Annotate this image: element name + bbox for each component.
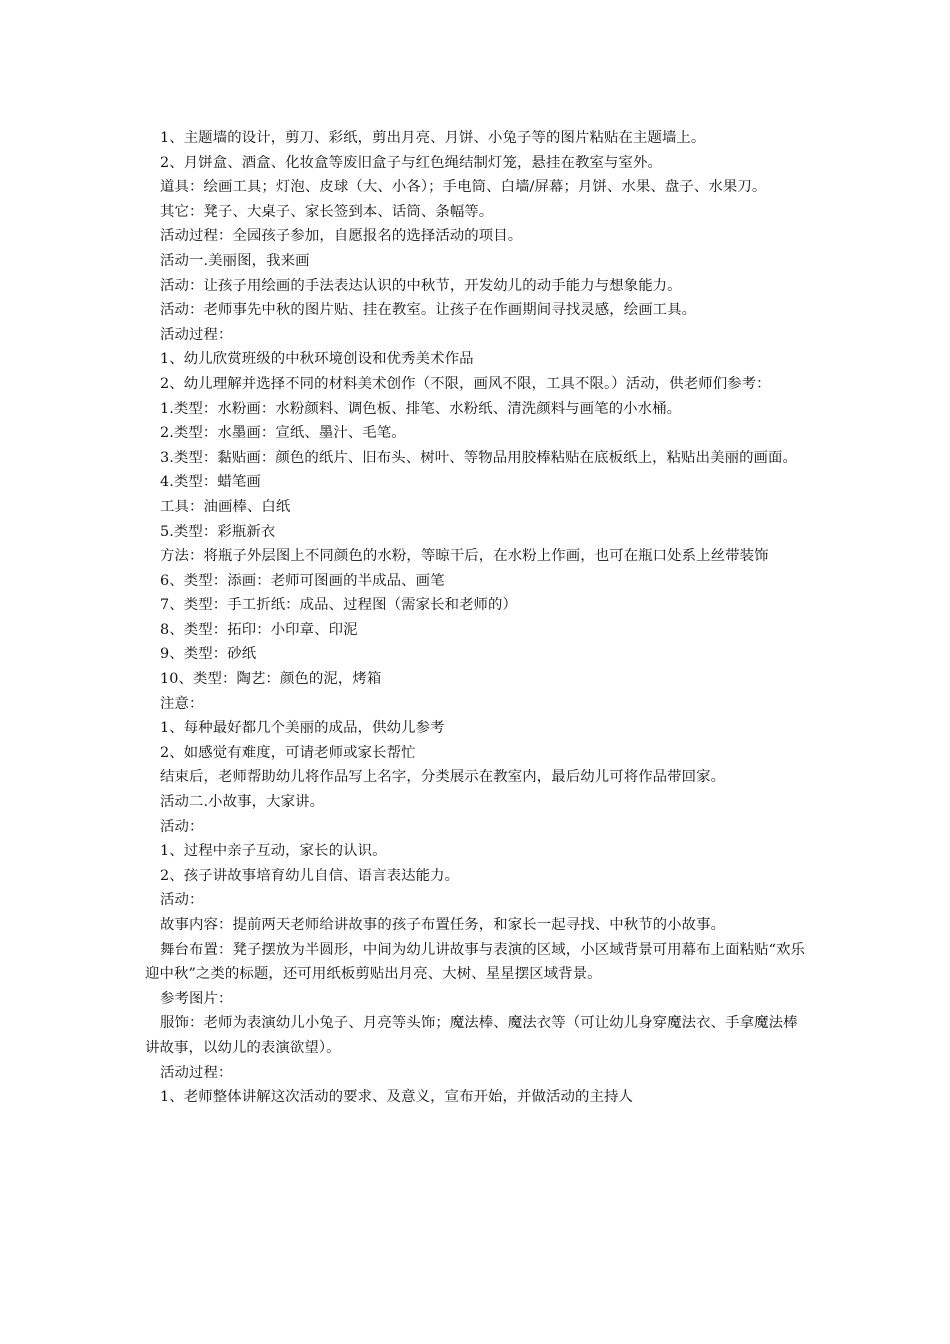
list-item: 4.类型：蜡笔画 bbox=[160, 474, 261, 491]
paragraph: 参考图片： bbox=[160, 990, 233, 1007]
document-body bbox=[145, 126, 810, 1110]
paragraph: 活动：老师事先中秋的图片贴、挂在教室。让孩子在作画期间寻找灵感，绘画工具。 bbox=[160, 302, 697, 319]
list-item: 1.类型：水粉画：水粉颜料、调色板、排笔、水粉纸、清洗颜料与画笔的小水桶。 bbox=[160, 400, 682, 417]
list-item: 1、幼儿欣赏班级的中秋环境创设和优秀美术作品 bbox=[160, 351, 474, 368]
list-item: 6、类型：添画：老师可图画的半成品、画笔 bbox=[160, 572, 445, 589]
section-heading: 活动一.美丽图，我来画 bbox=[160, 252, 310, 269]
paragraph: 道具：绘画工具；灯泡、皮球（大、小各）；手电筒、白墙/屏幕；月饼、水果、盘子、水果刀。 bbox=[160, 179, 767, 196]
paragraph: 活动过程：全园孩子参加，自愿报名的选择活动的项目。 bbox=[160, 228, 523, 245]
list-item: 9、类型：砂纸 bbox=[160, 646, 257, 663]
list-item: 2.类型：水墨画：宣纸、墨汁、毛笔。 bbox=[160, 425, 406, 442]
paragraph: 其它：凳子、大桌子、家长签到本、话筒、条幅等。 bbox=[160, 203, 494, 220]
list-item: 7、类型：手工折纸：成品、过程图（需家长和老师的） bbox=[160, 597, 518, 614]
list-item: 1、每种最好都几个美丽的成品，供幼儿参考 bbox=[160, 720, 445, 737]
paragraph: 舞台布置：凳子摆放为半圆形，中间为幼儿讲故事与表演的区域，小区域背景可用幕布上面粘贴“欢乐迎中秋”之类的标题，还可用纸板剪贴出月亮、大树、星星摆区域背景。 bbox=[145, 941, 806, 983]
paragraph: 注意： bbox=[160, 695, 204, 712]
paragraph: 活动： bbox=[160, 892, 204, 909]
section-heading: 活动二.小故事，大家讲。 bbox=[160, 794, 325, 811]
list-item: 10、类型：陶艺：颜色的泥，烤箱 bbox=[160, 671, 382, 688]
list-item: 1、老师整体讲解这次活动的要求、及意义，宣布开始，并做活动的主持人 bbox=[160, 1089, 633, 1106]
paragraph: 结束后，老师帮助幼儿将作品写上名字，分类展示在教室内，最后幼儿可将作品带回家。 bbox=[160, 769, 726, 786]
list-item: 8、类型：拓印：小印章、印泥 bbox=[160, 621, 358, 638]
paragraph: 工具：油画棒、白纸 bbox=[160, 498, 291, 515]
paragraph: 活动： bbox=[160, 818, 204, 835]
list-item: 1、过程中亲子互动，家长的认识。 bbox=[160, 843, 387, 860]
list-item: 5.类型：彩瓶新衣 bbox=[160, 523, 276, 540]
paragraph: 活动过程： bbox=[160, 1064, 233, 1081]
list-item: 2、孩子讲故事培育幼儿自信、语言表达能力。 bbox=[160, 867, 460, 884]
paragraph: 服饰：老师为表演幼儿小兔子、月亮等头饰；魔法棒、魔法衣等（可让幼儿身穿魔法衣、手拿魔法棒讲故事，以幼儿的表演欲望）。 bbox=[145, 1015, 798, 1056]
paragraph: 2、月饼盒、酒盒、化妆盒等废旧盒子与红色绳结制灯笼，悬挂在教室与室外。 bbox=[160, 154, 662, 171]
list-item: 2、如感觉有难度，可请老师或家长帮忙 bbox=[160, 744, 416, 761]
list-item: 3.类型：黏贴画：颜色的纸片、旧布头、树叶、等物品用胶棒粘贴在底板纸上，粘贴出美丽的画面。 bbox=[160, 449, 798, 466]
paragraph: 活动：让孩子用绘画的手法表达认识的中秋节，开发幼儿的动手能力与想象能力。 bbox=[160, 277, 682, 294]
paragraph: 1、主题墙的设计，剪刀、彩纸，剪出月亮、月饼、小兔子等的图片粘贴在主题墙上。 bbox=[160, 130, 706, 146]
paragraph: 活动过程： bbox=[160, 326, 233, 343]
list-item: 2、幼儿理解并选择不同的材料美术创作（不限，画风不限，工具不限。）活动，供老师们参考： bbox=[160, 375, 771, 392]
paragraph: 方法：将瓶子外层图上不同颜色的水粉，等晾干后，在水粉上作画，也可在瓶口处系上丝带装饰 bbox=[160, 548, 769, 565]
paragraph: 故事内容：提前两天老师给讲故事的孩子布置任务，和家长一起寻找、中秋节的小故事。 bbox=[160, 917, 726, 933]
